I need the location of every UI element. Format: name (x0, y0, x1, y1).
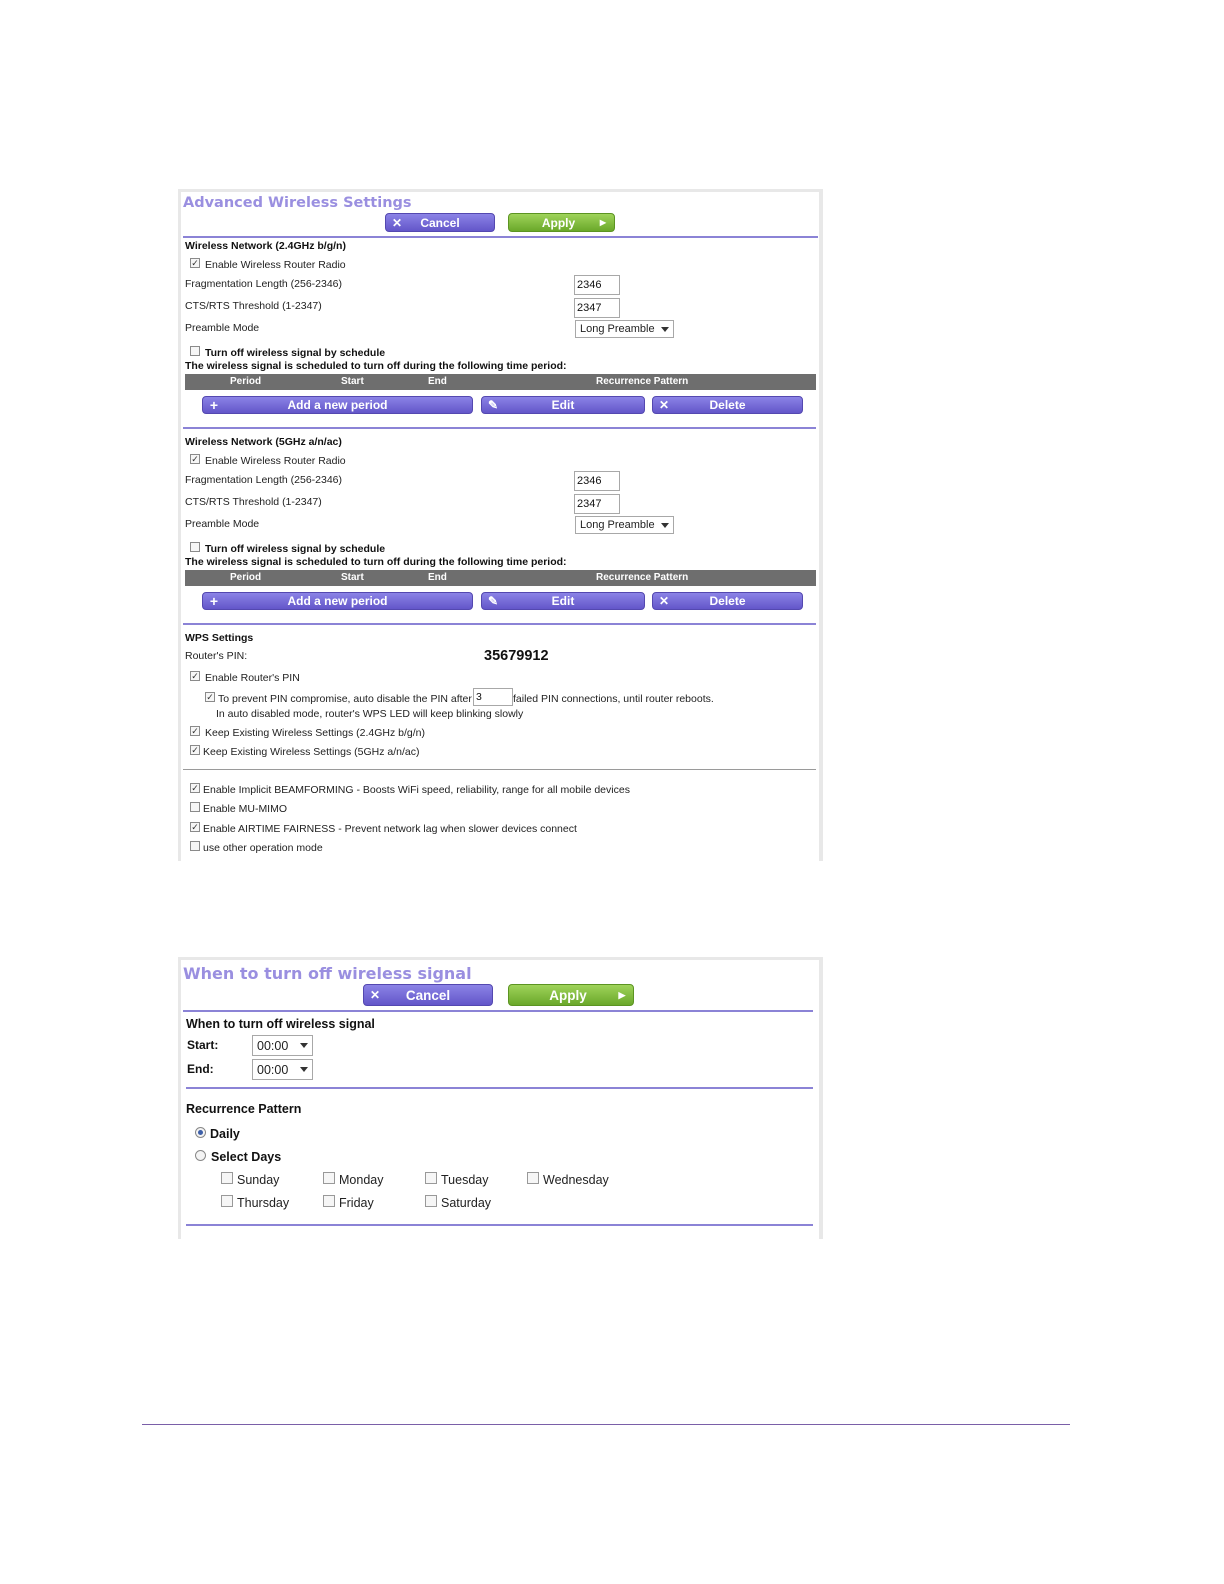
frag-length-5-input[interactable] (574, 471, 620, 491)
start-time-select[interactable]: 00:00 (252, 1035, 313, 1056)
prevent-pin-input[interactable] (473, 688, 513, 706)
col-start: Start (341, 572, 364, 583)
preamble-5-label: Preamble Mode (185, 518, 260, 530)
end-label: End: (187, 1062, 214, 1076)
other-mode-label: use other operation mode (203, 842, 323, 854)
section-heading-24ghz: Wireless Network (2.4GHz b/g/n) (185, 240, 346, 252)
cts-threshold-5-input[interactable] (574, 494, 620, 514)
preamble-5-select[interactable]: Long Preamble (575, 516, 674, 534)
schedule-5-checkbox[interactable] (190, 542, 200, 552)
thursday-checkbox[interactable] (221, 1195, 233, 1207)
close-icon: ✕ (391, 215, 403, 230)
keep-24-label: Keep Existing Wireless Settings (2.4GHz b/g/n) (205, 727, 426, 739)
frag-length-24-input[interactable] (574, 275, 620, 295)
enable-pin-label: Enable Router's PIN (205, 672, 300, 684)
col-period: Period (230, 376, 262, 387)
beamforming-checkbox[interactable]: ✓ (191, 783, 199, 793)
saturday-checkbox[interactable] (425, 1195, 437, 1207)
preamble-24-select[interactable]: Long Preamble (575, 320, 674, 338)
mumimo-checkbox[interactable] (190, 802, 200, 812)
enable-radio-24-checkbox[interactable]: ✓ (191, 258, 199, 268)
schedule-5-label: Turn off wireless signal by schedule (205, 543, 386, 555)
apply-button[interactable]: Apply ▶ (508, 213, 615, 232)
edit-period-24-button[interactable]: ✎ Edit (481, 396, 645, 414)
page-title: When to turn off wireless signal (183, 964, 472, 983)
close-icon: ✕ (658, 398, 670, 412)
schedule-24-checkbox[interactable] (190, 346, 200, 356)
schedule-panel (181, 960, 819, 1239)
saturday-label: Saturday (441, 1196, 492, 1210)
schedule-24-label: Turn off wireless signal by schedule (205, 347, 386, 359)
wednesday-label: Wednesday (543, 1173, 609, 1187)
sunday-label: Sunday (237, 1173, 280, 1187)
cts-threshold-5-label: CTS/RTS Threshold (1-2347) (185, 496, 322, 508)
cts-threshold-24-input[interactable] (574, 298, 620, 318)
prevent-pin-checkbox[interactable]: ✓ (206, 692, 214, 702)
select-days-radio[interactable] (195, 1150, 206, 1161)
enable-radio-5-label: Enable Wireless Router Radio (205, 455, 346, 467)
pencil-icon: ✎ (487, 398, 499, 412)
plus-icon: + (209, 593, 219, 609)
chevron-down-icon (300, 1067, 308, 1072)
chevron-down-icon (661, 523, 669, 528)
divider (183, 1010, 813, 1012)
divider (183, 769, 816, 770)
plus-icon: + (209, 397, 219, 413)
section-heading-5ghz: Wireless Network (5GHz a/n/ac) (185, 436, 342, 448)
close-icon: ✕ (658, 594, 670, 608)
prevent-pin-suffix: failed PIN connections, until router reboots. (513, 693, 714, 705)
prevent-pin-note: In auto disabled mode, router's WPS LED will keep blinking slowly (216, 708, 524, 720)
frag-length-24-label: Fragmentation Length (256-2346) (185, 278, 343, 290)
schedule-5-note: The wireless signal is scheduled to turn off during the following time period: (185, 556, 567, 568)
add-period-24-button[interactable]: + Add a new period (202, 396, 473, 414)
cancel-button[interactable]: ✕ Cancel (385, 213, 495, 232)
wednesday-checkbox[interactable] (527, 1172, 539, 1184)
divider (186, 1224, 813, 1226)
col-start: Start (341, 376, 364, 387)
sunday-checkbox[interactable] (221, 1172, 233, 1184)
airtime-checkbox[interactable]: ✓ (191, 822, 199, 832)
preamble-24-label: Preamble Mode (185, 322, 260, 334)
col-recurrence: Recurrence Pattern (596, 376, 689, 387)
thursday-label: Thursday (237, 1196, 290, 1210)
keep-5-checkbox[interactable]: ✓ (191, 745, 199, 755)
beamforming-label: Enable Implicit BEAMFORMING - Boosts WiFi speed, reliability, range for all mobile devices (203, 784, 630, 796)
prevent-pin-label: To prevent PIN compromise, auto disable the PIN after (218, 693, 472, 705)
friday-label: Friday (339, 1196, 374, 1210)
cts-threshold-24-label: CTS/RTS Threshold (1-2347) (185, 300, 322, 312)
advanced-wireless-panel (181, 192, 819, 861)
col-recurrence: Recurrence Pattern (596, 572, 689, 583)
other-mode-checkbox[interactable] (190, 841, 200, 851)
daily-label: Daily (210, 1127, 240, 1141)
recurrence-heading: Recurrence Pattern (186, 1102, 302, 1116)
enable-radio-24-label: Enable Wireless Router Radio (205, 259, 346, 271)
enable-pin-checkbox[interactable]: ✓ (191, 671, 199, 681)
router-pin-label: Router's PIN: (185, 650, 248, 662)
keep-5-label: Keep Existing Wireless Settings (5GHz a/n/ac) (203, 746, 420, 758)
daily-radio[interactable] (195, 1127, 206, 1138)
wps-heading: WPS Settings (185, 632, 254, 644)
monday-label: Monday (339, 1173, 384, 1187)
apply-button[interactable]: Apply ▶ (508, 984, 634, 1006)
col-period: Period (230, 572, 262, 583)
enable-radio-5-checkbox[interactable]: ✓ (191, 454, 199, 464)
section-heading: When to turn off wireless signal (186, 1017, 375, 1031)
schedule-24-note: The wireless signal is scheduled to turn off during the following time period: (185, 360, 567, 372)
divider (183, 236, 818, 238)
arrow-right-icon: ▶ (618, 989, 626, 1000)
page-title: Advanced Wireless Settings (183, 195, 412, 211)
chevron-down-icon (300, 1043, 308, 1048)
tuesday-label: Tuesday (441, 1173, 489, 1187)
router-pin-value: 35679912 (484, 648, 549, 664)
pencil-icon: ✎ (487, 594, 499, 608)
delete-period-24-button[interactable]: ✕ Delete (652, 396, 803, 414)
chevron-down-icon (661, 327, 669, 332)
airtime-label: Enable AIRTIME FAIRNESS - Prevent network lag when slower devices connect (203, 823, 577, 835)
divider (186, 1087, 813, 1089)
delete-period-5-button[interactable]: ✕ Delete (652, 592, 803, 610)
arrow-right-icon: ▶ (599, 218, 607, 227)
col-end: End (428, 376, 447, 387)
close-icon: ✕ (369, 988, 381, 1002)
tuesday-checkbox[interactable] (425, 1172, 437, 1184)
cancel-button[interactable]: ✕ Cancel (363, 984, 493, 1006)
add-period-5-button[interactable]: + Add a new period (202, 592, 473, 610)
frag-length-5-label: Fragmentation Length (256-2346) (185, 474, 343, 486)
start-label: Start: (187, 1038, 219, 1052)
divider (183, 623, 816, 625)
friday-checkbox[interactable] (323, 1195, 335, 1207)
mumimo-label: Enable MU-MIMO (203, 803, 288, 815)
edit-period-5-button[interactable]: ✎ Edit (481, 592, 645, 610)
keep-24-checkbox[interactable]: ✓ (191, 726, 199, 736)
divider (183, 427, 816, 429)
select-days-label: Select Days (211, 1150, 282, 1164)
monday-checkbox[interactable] (323, 1172, 335, 1184)
period-table-header-5 (185, 570, 816, 586)
col-end: End (428, 572, 447, 583)
footer-divider (142, 1424, 1070, 1425)
period-table-header-24 (185, 374, 816, 390)
end-time-select[interactable]: 00:00 (252, 1059, 313, 1080)
